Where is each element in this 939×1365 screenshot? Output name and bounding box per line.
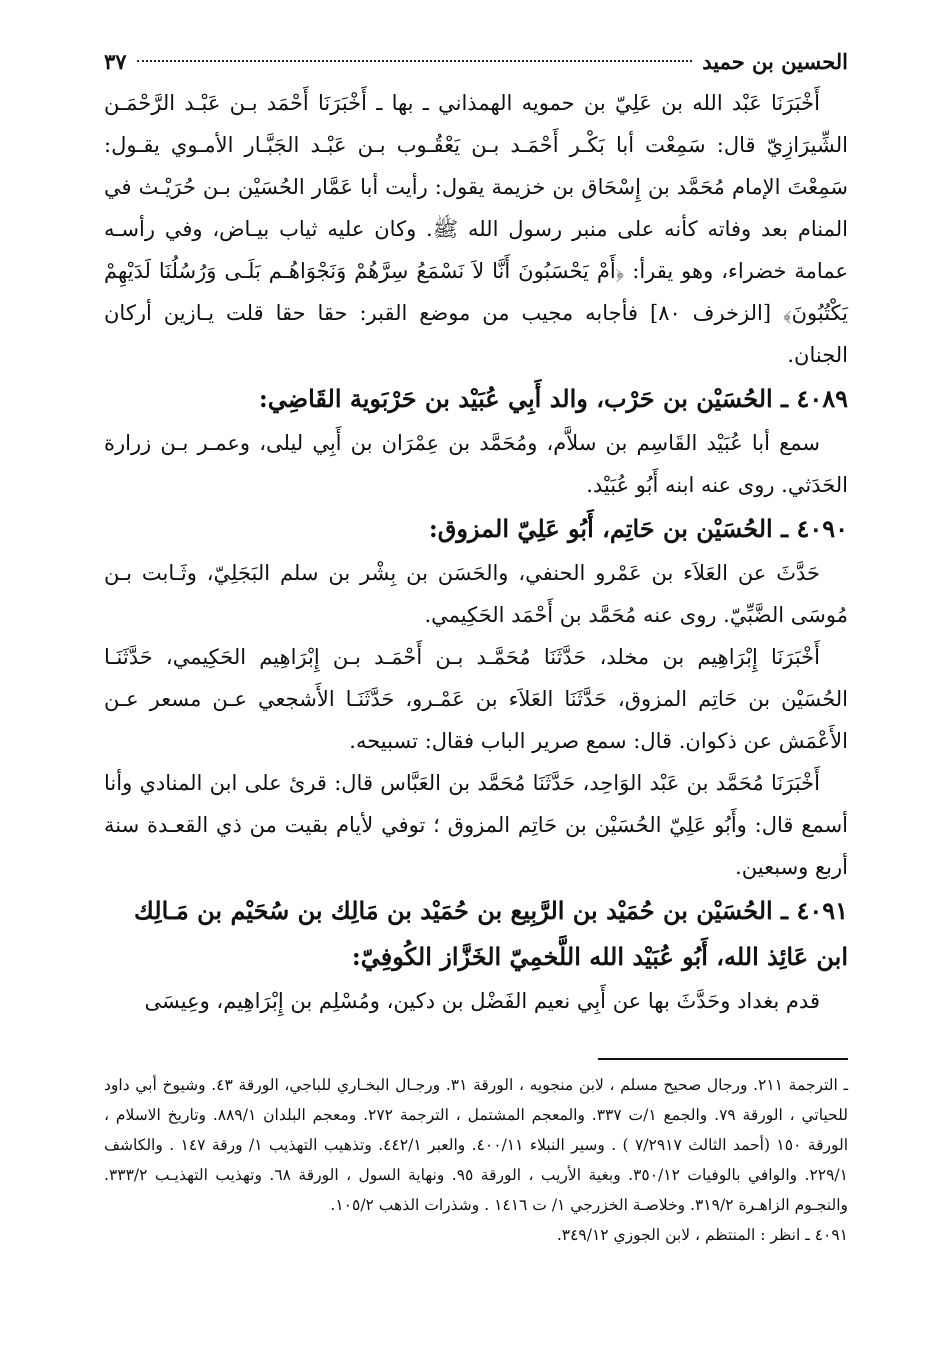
footnotes xyxy=(104,1070,848,1250)
footnote-4089: ـ الترجمة ٢١١. ورجال صحيح مسلم ، لابن منجويه ، الورقة ٣١. ورجـال البخـاري للباجي، الورقة ٤٣. وشيوخ أبي داود للحياتي ، الورقة ٧٩. والجمع ١/ت ٣٣٧. والمعجم المشتمل ، الترجمة ٢٧٢. ومعجم البلدان ٨٨٩/١. وتاريخ الاسلام ، الورقة ١٥٠ (أحمد الثالث ٧/٢٩١٧ ) . وسير النبلاء ٤٠٠/١١. والعبر ٤٤٢/١. وتذهيب التهذيب ١/ ورقة ١٤٧ . والكاشف ٢٢٩/١. والوافي بالوفيات ٣٥٠/١٢. وبغية الأريب ، الورقة ٩٥. ونهاية السول ، الورقة ٦٨. وتهذيب التهذيـب ٣٣٣/٢. والنجـوم الزاهـرة ٣١٩/٢. وخلاصـة الخزرجي ١/ ت ١٤١٦ . وشذرات الذهب ١٠٥/٢. xyxy=(104,1076,848,1214)
page-number: ٣٧ xyxy=(104,48,127,74)
entry-4090-text-2: أَخْبَرَنَا إِبْرَاهِيم بن مخلد، حَدَّثَنَا مُحَمَّـد بـن أَحْمَـد بـن إِبْرَاهِيم الحَكِيمي، حَدَّثَنَـا الحُسَيْن بن حَاتِم المزوق، حَدَّثَنَا العَلاَء بن عَمْـرو، حَدَّثَنَـا الأَشجعي عـن مسعر عـن الأَعْمَش عن ذكوان. قال: سمع صرير الباب فقال: تسبيحه. xyxy=(104,645,848,753)
running-title: الحسين بن حميد xyxy=(702,48,848,74)
book-page xyxy=(104,40,848,1340)
leader-dots xyxy=(137,60,693,62)
entry-4090-heading: ٤٠٩٠ ـ الحُسَيْن بن حَاتِم، أَبُو عَلِيّ المزوق: xyxy=(428,514,848,543)
footnote-separator xyxy=(598,1058,848,1060)
entry-4090-text-1: حَدَّثَ عن العَلاَء بن عَمْرو الحنفي، والحَسَن بن بِشْر بن سلم البَجَلِيّ، وثَـابت بـن مُوسَى الضَّبِّيّ. روى عنه مُحَمَّد بن أَحْمَد الحَكِيمي. xyxy=(104,561,848,627)
entry-4089-heading: ٤٠٨٩ ـ الحُسَيْن بن حَرْب، والد أَبِي عُبَيْد بن حَرْبَوية القَاضِي: xyxy=(258,384,848,413)
entry-4091-heading: ٤٠٩١ ـ الحُسَيْن بن حُمَيْد بن الرَّبِيع بن حُمَيْد بن مَالِك بن سُحَيْم بن مَـالِك ابن عَائِذ الله، أَبُو عُبَيْد الله اللَّخمِيّ الخَزَّاز الكُوفِيّ: xyxy=(134,896,848,971)
entry-4090-text-3: أَخْبَرَنَا مُحَمَّد بن عَبْد الوَاحِد، حَدَّثَنَا مُحَمَّد بن العَبَّاس قال: قرئ على ابن المنادي وأنا أسمع قال: وأَبُو عَلِيّ الحُسَيْن بن حَاتِم المزوق ؛ توفي لأيام بقيت من ذي القعـدة سنة أربع وسبعين. xyxy=(104,771,848,879)
intro-paragraph: أَخْبَرَنَا عَبْد الله بن عَلِيّ بن حمويه الهمذاني ـ بها ـ أَخْبَرَنَا أَحْمَد بـن عَبْـد الرَّحْمَـن الشِّيرَازِيّ قال: سَمِعْت أبا بَكْـر أَحْمَـد بـن يَعْقُـوب بـن عَبْـد الجَبَّـار الأمـوي يقـول: سَمِعْتَ الإمام مُحَمَّد بن إِسْحَاق بن خزيمة يقول: رأيت أبا عَمَّار الحُسَيْن بـن حُرَيْـث في المنام بعد وفاته كأنه على منبر رسول الله ﷺ. وكان عليه ثياب بيـاض، وفي رأسـه عمامة خضراء، وهو يقرأ: ﴿أَمْ يَحْسَبُونَ أَنَّا لاَ نَسْمَعُ سِرَّهُمْ وَنَجْوَاهُـم بَلَـى وَرُسُلُنَا لَدَيْهِمْ يَكْتُبُونَ﴾ [الزخرف ٨٠] فأجابه مجيب من موضع القبر: حقا حقا قلت يـازين أركان الجنان. xyxy=(104,91,848,367)
running-header xyxy=(104,40,848,82)
entry-4089-text: سمع أبا عُبَيْد القَاسِم بن سلاَّم، ومُحَمَّد بن عِمْرَان بن أَبِي ليلى، وعمـر بـن زرارة الحَدَثي. روى عنه ابنه أَبُو عُبَيْد. xyxy=(104,431,848,497)
footnote-4091: ٤٠٩١ ـ انظر : المنتظم ، لابن الجوزي ٣٤٩/١٢. xyxy=(556,1226,848,1244)
entry-4091-text: قدم بغداد وحَدَّثَ بها عن أَبِي نعيم الفَضْل بن دكين، ومُسْلِم بن إِبْرَاهِيم، وعِيسَى xyxy=(144,989,820,1013)
